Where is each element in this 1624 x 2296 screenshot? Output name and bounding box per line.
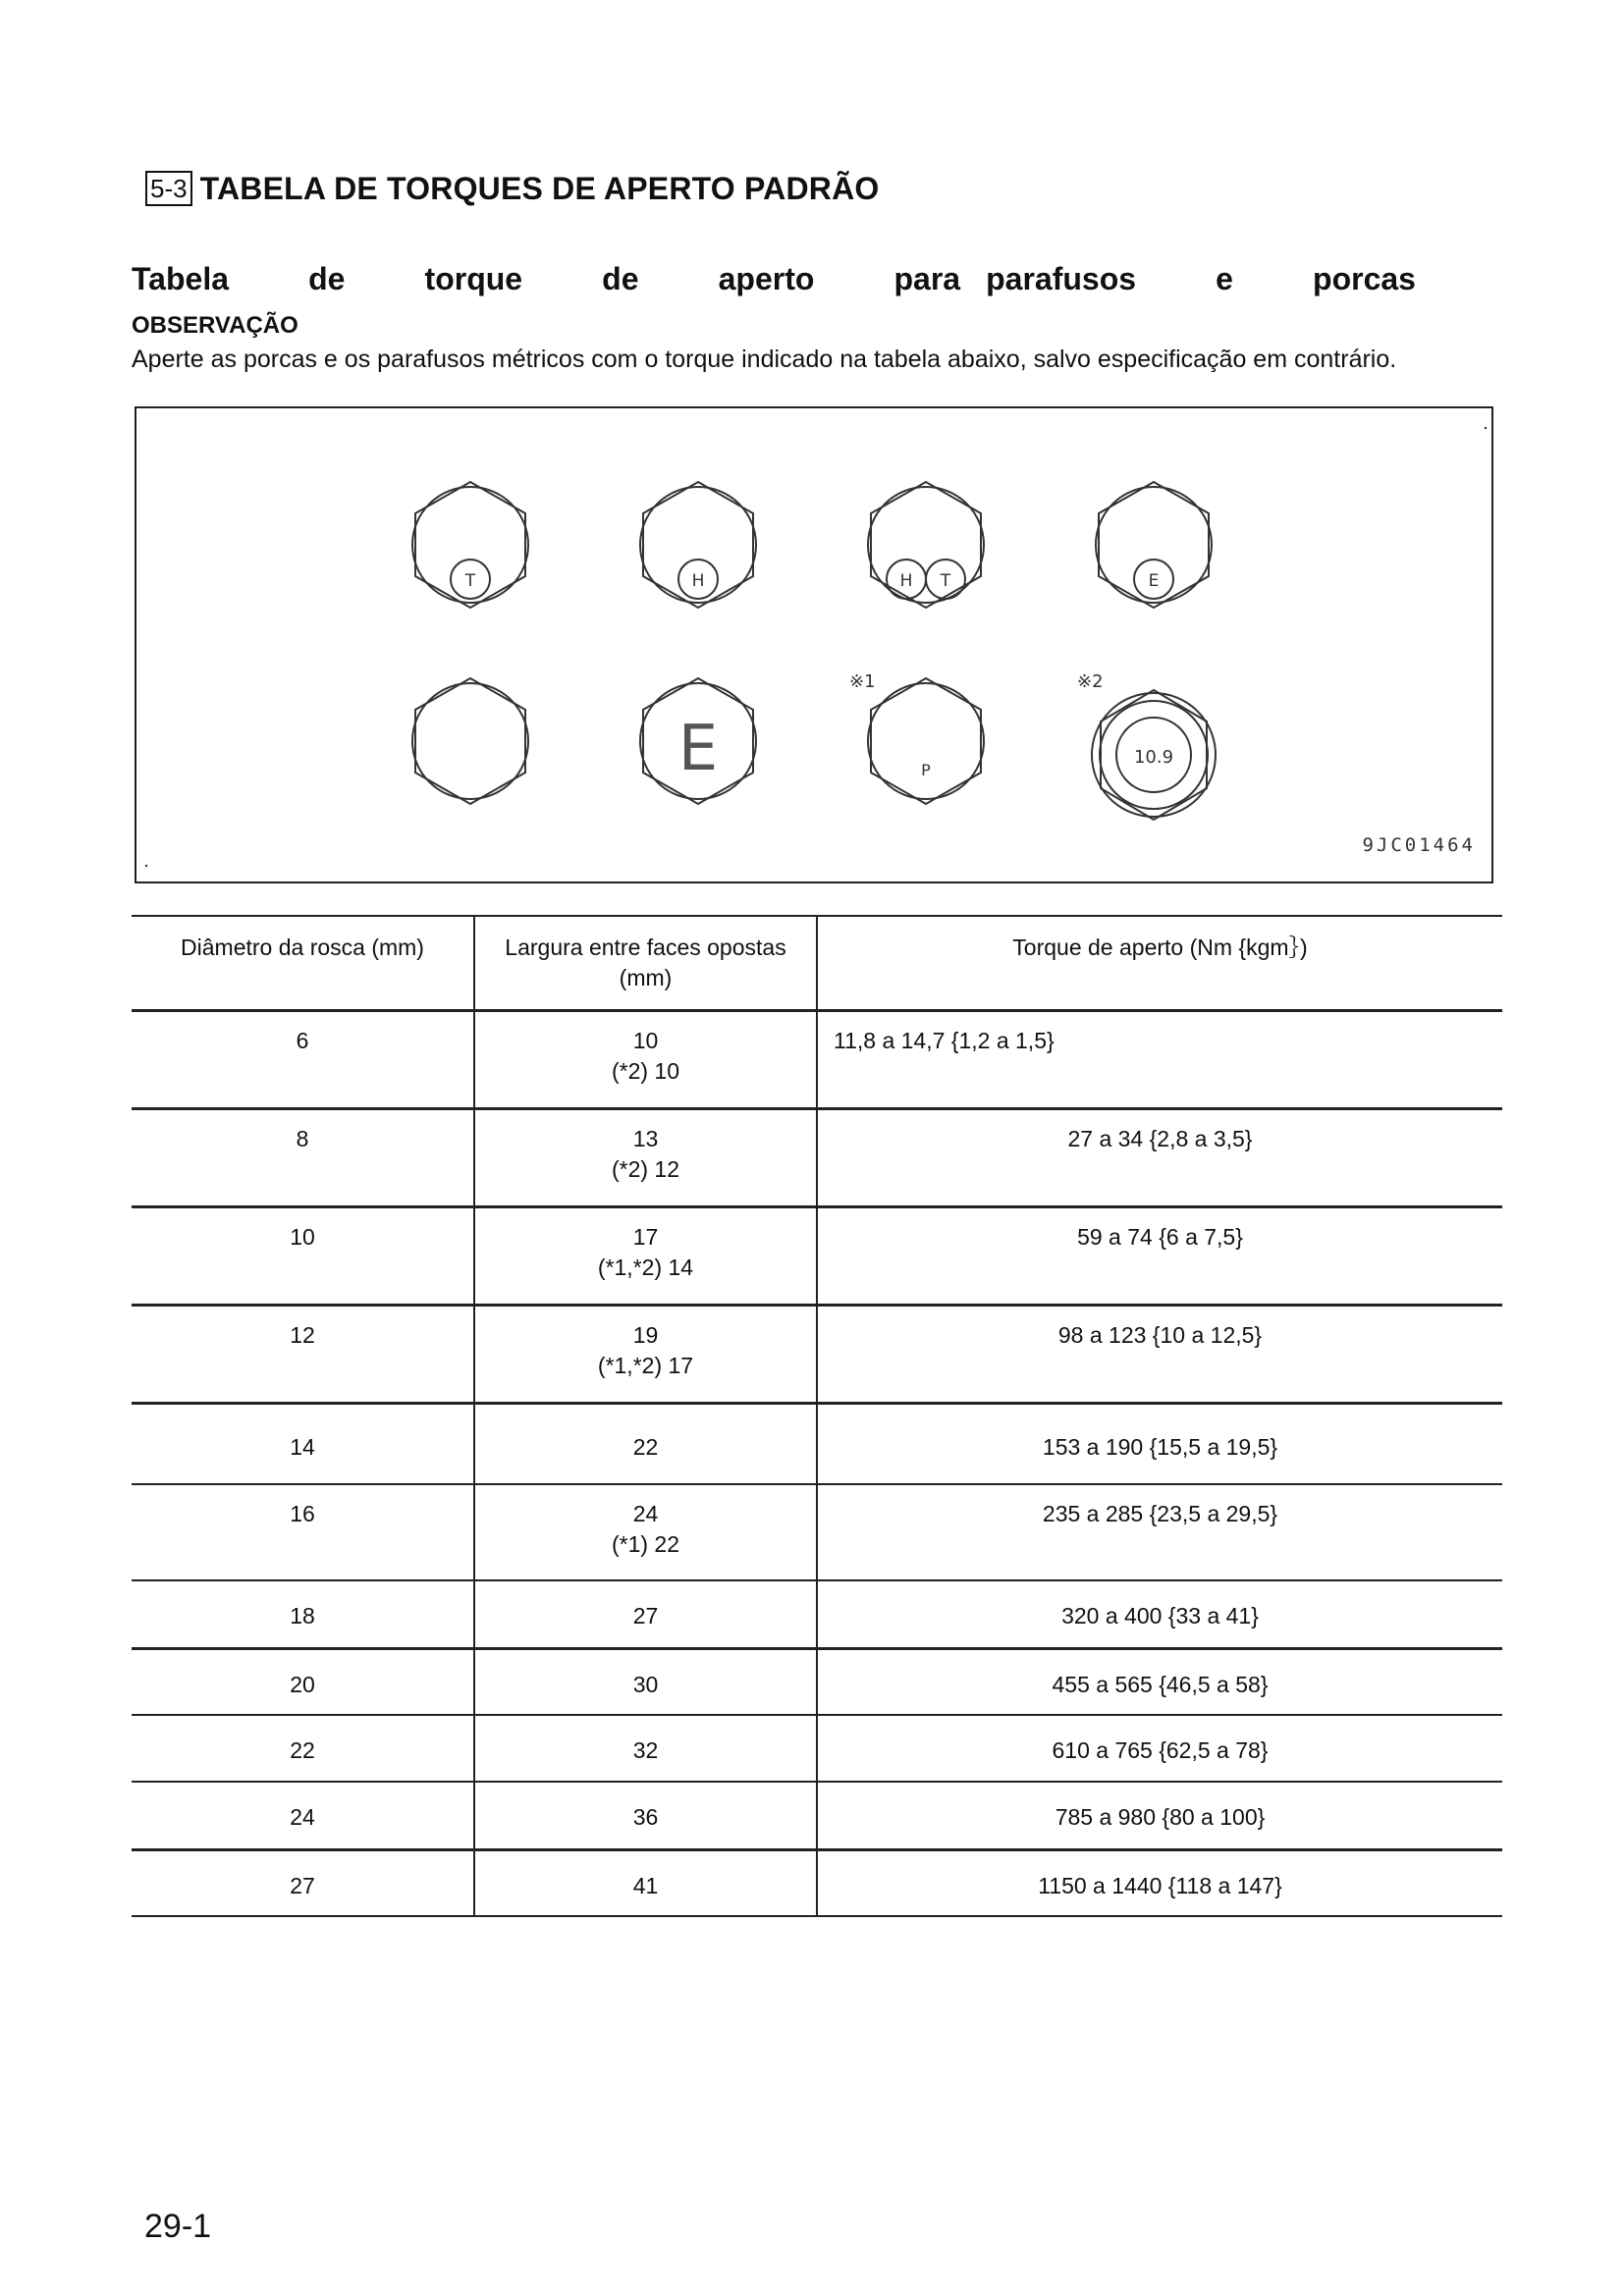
cell-torque: 59 a 74 {6 a 7,5} (817, 1206, 1502, 1305)
subtitle-word: parafusos (986, 261, 1137, 296)
cell-diameter: 20 (132, 1648, 474, 1715)
cell-torque: 98 a 123 {10 a 12,5} (817, 1305, 1502, 1403)
bolt-head-plain-icon (412, 678, 528, 804)
table-row (132, 1648, 1502, 1715)
mark-e-large: E (677, 713, 719, 785)
mark-h2: H (899, 571, 913, 591)
cell-torque: 610 a 765 {62,5 a 78} (817, 1715, 1502, 1782)
cell-width-alt: (*1) 22 (611, 1531, 680, 1557)
torque-table (132, 915, 1502, 1917)
header-width (474, 916, 817, 1010)
cell-diameter: 27 (132, 1849, 474, 1916)
cell-width-main: 24 (632, 1501, 659, 1526)
cell-width: 41 (474, 1849, 817, 1916)
bolt-head-e-large-icon (640, 678, 756, 804)
cell-width-alt: (*1,*2) 14 (597, 1254, 694, 1280)
observation-label: OBSERVAÇÃO (132, 312, 298, 339)
cell-width (474, 1108, 817, 1206)
cell-width-alt: (*2) 10 (611, 1057, 680, 1084)
cell-width-main: 13 (632, 1125, 659, 1151)
table-row (132, 1484, 1502, 1580)
cell-torque: 235 a 285 {23,5 a 29,5} (817, 1484, 1502, 1580)
speck (1485, 427, 1487, 429)
cell-width-main: 19 (632, 1321, 659, 1348)
section-heading (145, 168, 879, 209)
cell-width (474, 1010, 817, 1108)
table-row (132, 1010, 1502, 1108)
cell-torque: 1150 a 1440 {118 a 147} (817, 1849, 1502, 1916)
cell-diameter: 12 (132, 1305, 474, 1403)
table-row (132, 1782, 1502, 1849)
bolt-head-p-icon (849, 671, 984, 804)
page-number: 29-1 (144, 2208, 212, 2245)
table-row (132, 1580, 1502, 1648)
table-subtitle (132, 261, 1416, 297)
cell-width (474, 1305, 817, 1403)
bolt-head-h-icon (640, 482, 756, 608)
cell-torque: 785 a 980 {80 a 100} (817, 1782, 1502, 1849)
subtitle-group (894, 261, 1137, 297)
cell-width-alt: (*2) 12 (611, 1155, 680, 1182)
table-row (132, 1849, 1502, 1916)
header-width-line2: (mm) (619, 965, 673, 990)
mark-t: T (464, 571, 476, 591)
cell-diameter: 6 (132, 1010, 474, 1108)
cell-torque: 27 a 34 {2,8 a 3,5} (817, 1108, 1502, 1206)
subtitle-word: aperto (718, 261, 815, 296)
header-torque: Torque de aperto (Nm {kgm｝) (817, 916, 1502, 1010)
speck (145, 865, 147, 867)
mark-p: P (921, 761, 931, 779)
subtitle-word: porcas (1313, 261, 1416, 296)
cell-diameter: 14 (132, 1403, 474, 1484)
bolt-marking-figure (135, 406, 1493, 883)
cell-diameter: 16 (132, 1484, 474, 1580)
bolt-head-t-icon (412, 482, 528, 608)
nut-10-9-icon (1077, 671, 1216, 820)
cell-width: 36 (474, 1782, 817, 1849)
table-row (132, 1206, 1502, 1305)
bolt-diagram (136, 408, 1495, 885)
mark-t2: T (940, 571, 951, 591)
section-title: TABELA DE TORQUES DE APERTO PADRÃO (199, 170, 880, 206)
header-width-line1: Largura entre faces opostas (505, 934, 786, 960)
bolt-head-ht-icon (868, 482, 984, 608)
cell-width-main: 17 (632, 1223, 659, 1250)
cell-diameter: 8 (132, 1108, 474, 1206)
subtitle-word: Tabela (132, 261, 229, 296)
cell-torque: 11,8 a 14,7 {1,2 a 1,5} (817, 1010, 1502, 1108)
cell-width: 27 (474, 1580, 817, 1648)
subtitle-word: de (308, 261, 346, 296)
cell-diameter: 24 (132, 1782, 474, 1849)
mark-h: H (691, 571, 705, 591)
table-row (132, 1305, 1502, 1403)
note-2: ※2 (1077, 671, 1104, 692)
table-header-row (132, 916, 1502, 1010)
cell-torque: 320 a 400 {33 a 41} (817, 1580, 1502, 1648)
cell-width: 30 (474, 1648, 817, 1715)
observation-text: Aperte as porcas e os parafusos métricos com o torque indicado na tabela abaixo, salvo especificação em contrário. (132, 346, 1397, 373)
cell-width: 32 (474, 1715, 817, 1782)
subtitle-word: e (1216, 261, 1233, 296)
cell-width-alt: (*1,*2) 17 (597, 1352, 694, 1378)
cell-width: 22 (474, 1403, 817, 1484)
cell-diameter: 22 (132, 1715, 474, 1782)
cell-width (474, 1206, 817, 1305)
subtitle-word: torque (424, 261, 523, 296)
table-row (132, 1715, 1502, 1782)
mark-e: E (1148, 571, 1160, 591)
cell-torque: 455 a 565 {46,5 a 58} (817, 1648, 1502, 1715)
cell-diameter: 18 (132, 1580, 474, 1648)
mark-10-9: 10.9 (1133, 747, 1174, 768)
note-1: ※1 (849, 671, 876, 692)
figure-code: 9JC01464 (1362, 834, 1476, 856)
cell-torque: 153 a 190 {15,5 a 19,5} (817, 1403, 1502, 1484)
subtitle-word: para (893, 261, 961, 296)
cell-width (474, 1484, 817, 1580)
cell-diameter: 10 (132, 1206, 474, 1305)
bolt-head-e-icon (1096, 482, 1212, 608)
section-number: 5-3 (145, 171, 192, 206)
cell-width-main: 10 (632, 1027, 659, 1053)
header-diameter: Diâmetro da rosca (mm) (132, 916, 474, 1010)
table-row (132, 1108, 1502, 1206)
table-row (132, 1403, 1502, 1484)
subtitle-word: de (602, 261, 639, 296)
